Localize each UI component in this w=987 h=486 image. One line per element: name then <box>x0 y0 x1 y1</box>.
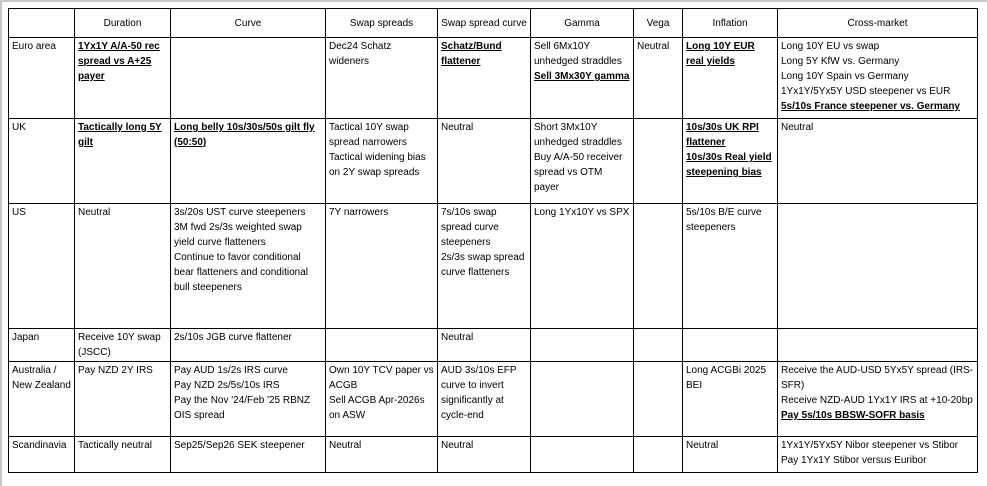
cell-japan-vega <box>634 329 683 362</box>
cell-japan-gamma <box>531 329 634 362</box>
cell-entry: Neutral <box>78 207 111 218</box>
cell-entry: Long belly 10s/30s/50s gilt fly (50:50) <box>174 122 315 148</box>
cell-euro-area-curve <box>171 38 326 119</box>
row-uk <box>9 119 978 204</box>
cell-entry: 7Y narrowers <box>329 207 389 218</box>
cell-euro-area-gamma <box>531 38 634 119</box>
row-us <box>9 204 978 329</box>
cell-entry: Neutral <box>637 41 670 52</box>
cell-entry: Schatz/Bund flattener <box>441 41 502 67</box>
cell-entry: Neutral <box>441 332 474 343</box>
cell-uk-swap-spreads <box>326 119 438 204</box>
cell-euro-area-cross-market <box>778 38 978 119</box>
column-header-curve: Curve <box>171 9 326 38</box>
cell-us-inflation <box>683 204 778 329</box>
cell-euro-area-swap-spreads <box>326 38 438 119</box>
cell-japan-swap-spreads <box>326 329 438 362</box>
column-header-inflation: Inflation <box>683 9 778 38</box>
cell-us-swap-spreads <box>326 204 438 329</box>
cell-euro-area-duration <box>75 38 171 119</box>
column-header-swap_spread_curve: Swap spread curve <box>438 9 531 38</box>
cell-us-curve <box>171 204 326 329</box>
column-header-swap_spreads: Swap spreads <box>326 9 438 38</box>
cell-entry: 5s/10s France steepener vs. Germany <box>781 101 960 112</box>
column-header-vega: Vega <box>634 9 683 38</box>
cell-australia-new-zealand-gamma <box>531 362 634 437</box>
cell-australia-new-zealand-curve <box>171 362 326 437</box>
cell-australia-new-zealand-cross-market <box>778 362 978 437</box>
cell-entry: Neutral <box>329 440 362 451</box>
cell-australia-new-zealand-vega <box>634 362 683 437</box>
cell-australia-new-zealand-swap-spread-curve <box>438 362 531 437</box>
cell-entry: 1Yx1Y A/A-50 rec spread vs A+25 payer <box>78 41 160 82</box>
cell-entry: Long 1Yx10Y vs SPX <box>534 207 630 218</box>
strategy-table <box>8 8 978 473</box>
cell-entry: 3s/20s UST curve steepeners <box>174 207 306 218</box>
cell-entry: AUD 3s/10s EFP curve to invert significantly at cycle-end <box>441 365 517 421</box>
cell-entry: Tactical widening bias on 2Y swap spreads <box>329 152 426 178</box>
cell-us-gamma <box>531 204 634 329</box>
cell-japan-duration <box>75 329 171 362</box>
cell-scandinavia-inflation <box>683 437 778 473</box>
cell-scandinavia-swap-spreads <box>326 437 438 473</box>
cell-entry: Pay AUD 1s/2s IRS curve <box>174 365 288 376</box>
region-label: US <box>9 204 75 329</box>
column-header-region <box>9 9 75 38</box>
cell-entry: Long 10Y EU vs swap <box>781 41 880 52</box>
cell-entry: 2s/10s JGB curve flattener <box>174 332 292 343</box>
cell-entry: Receive NZD-AUD 1Yx1Y IRS at +10-20bp <box>781 395 973 406</box>
cell-japan-curve <box>171 329 326 362</box>
cell-entry: 7s/10s swap spread curve steepeners <box>441 207 499 248</box>
cell-japan-swap-spread-curve <box>438 329 531 362</box>
cell-australia-new-zealand-duration <box>75 362 171 437</box>
cell-entry: Dec24 Schatz wideners <box>329 41 392 67</box>
cell-entry: Neutral <box>441 440 474 451</box>
column-header-duration: Duration <box>75 9 171 38</box>
cell-entry: Receive 10Y swap (JSCC) <box>78 332 161 358</box>
cell-entry: Pay NZD 2Y IRS <box>78 365 153 376</box>
cell-japan-cross-market <box>778 329 978 362</box>
cell-entry: Tactical 10Y swap spread narrowers <box>329 122 409 148</box>
cell-entry: Pay NZD 2s/5s/10s IRS <box>174 380 280 391</box>
column-header-cross_market: Cross-market <box>778 9 978 38</box>
cell-entry: 3M fwd 2s/3s weighted swap yield curve flatteners <box>174 222 302 248</box>
cell-entry: 1Yx1Y/5Yx5Y Nibor steepener vs Stibor <box>781 440 959 451</box>
cell-entry: Short 3Mx10Y unhedged straddles <box>534 122 622 148</box>
cell-entry: Long 10Y EUR real yields <box>686 41 755 67</box>
cell-entry: Long 5Y KfW vs. Germany <box>781 56 900 67</box>
region-label: Japan <box>9 329 75 362</box>
cell-scandinavia-curve <box>171 437 326 473</box>
cell-entry: Long ACGBi 2025 BEI <box>686 365 767 391</box>
cell-uk-swap-spread-curve <box>438 119 531 204</box>
cell-entry: Pay 1Yx1Y Stibor versus Euribor <box>781 455 927 466</box>
cell-entry: Tactically long 5Y gilt <box>78 122 162 148</box>
cell-euro-area-vega <box>634 38 683 119</box>
cell-entry: Neutral <box>441 122 474 133</box>
row-japan <box>9 329 978 362</box>
cell-uk-cross-market <box>778 119 978 204</box>
cell-scandinavia-vega <box>634 437 683 473</box>
cell-entry: Sell 6Mx10Y unhedged straddles <box>534 41 622 67</box>
cell-scandinavia-gamma <box>531 437 634 473</box>
cell-scandinavia-duration <box>75 437 171 473</box>
cell-us-swap-spread-curve <box>438 204 531 329</box>
region-label: Scandinavia <box>9 437 75 473</box>
cell-entry: Receive the AUD-USD 5Yx5Y spread (IRS-SFR) <box>781 365 974 391</box>
cell-australia-new-zealand-inflation <box>683 362 778 437</box>
cell-scandinavia-swap-spread-curve <box>438 437 531 473</box>
cell-entry: Tactically neutral <box>78 440 152 451</box>
row-scandinavia <box>9 437 978 473</box>
cell-entry: 2s/3s swap spread curve flatteners <box>441 252 525 278</box>
cell-scandinavia-cross-market <box>778 437 978 473</box>
cell-uk-inflation <box>683 119 778 204</box>
cell-entry: 5s/10s B/E curve steepeners <box>686 207 762 233</box>
cell-australia-new-zealand-swap-spreads <box>326 362 438 437</box>
region-label: Euro area <box>9 38 75 119</box>
cell-entry: Long 10Y Spain vs Germany <box>781 71 909 82</box>
cell-entry: Sell 3Mx30Y gamma <box>534 71 630 82</box>
cell-entry: Neutral <box>781 122 814 133</box>
cell-entry: 10s/30s UK RPI flattener <box>686 122 759 148</box>
cell-euro-area-inflation <box>683 38 778 119</box>
cell-uk-vega <box>634 119 683 204</box>
cell-entry: Pay the Nov '24/Feb '25 RBNZ OIS spread <box>174 395 311 421</box>
region-label: Australia / New Zealand <box>9 362 75 437</box>
cell-entry: Sep25/Sep26 SEK steepener <box>174 440 305 451</box>
header-row <box>9 9 978 38</box>
cell-entry: Neutral <box>686 440 719 451</box>
cell-entry: Continue to favor conditional bear flatteners and conditional bull steepeners <box>174 252 308 293</box>
cell-entry: Own 10Y TCV paper vs ACGB <box>329 365 434 391</box>
cell-uk-curve <box>171 119 326 204</box>
row-euro-area <box>9 38 978 119</box>
cell-entry: Sell ACGB Apr-2026s on ASW <box>329 395 425 421</box>
cell-euro-area-swap-spread-curve <box>438 38 531 119</box>
cell-entry: 10s/30s Real yield steepening bias <box>686 152 772 178</box>
cell-us-duration <box>75 204 171 329</box>
cell-entry: Buy A/A-50 receiver spread vs OTM payer <box>534 152 623 193</box>
cell-us-vega <box>634 204 683 329</box>
cell-uk-gamma <box>531 119 634 204</box>
row-australia-new-zealand <box>9 362 978 437</box>
cell-us-cross-market <box>778 204 978 329</box>
cell-entry: Pay 5s/10s BBSW-SOFR basis <box>781 410 925 421</box>
column-header-gamma: Gamma <box>531 9 634 38</box>
cell-uk-duration <box>75 119 171 204</box>
cell-entry: 1Yx1Y/5Yx5Y USD steepener vs EUR <box>781 86 951 97</box>
cell-japan-inflation <box>683 329 778 362</box>
region-label: UK <box>9 119 75 204</box>
